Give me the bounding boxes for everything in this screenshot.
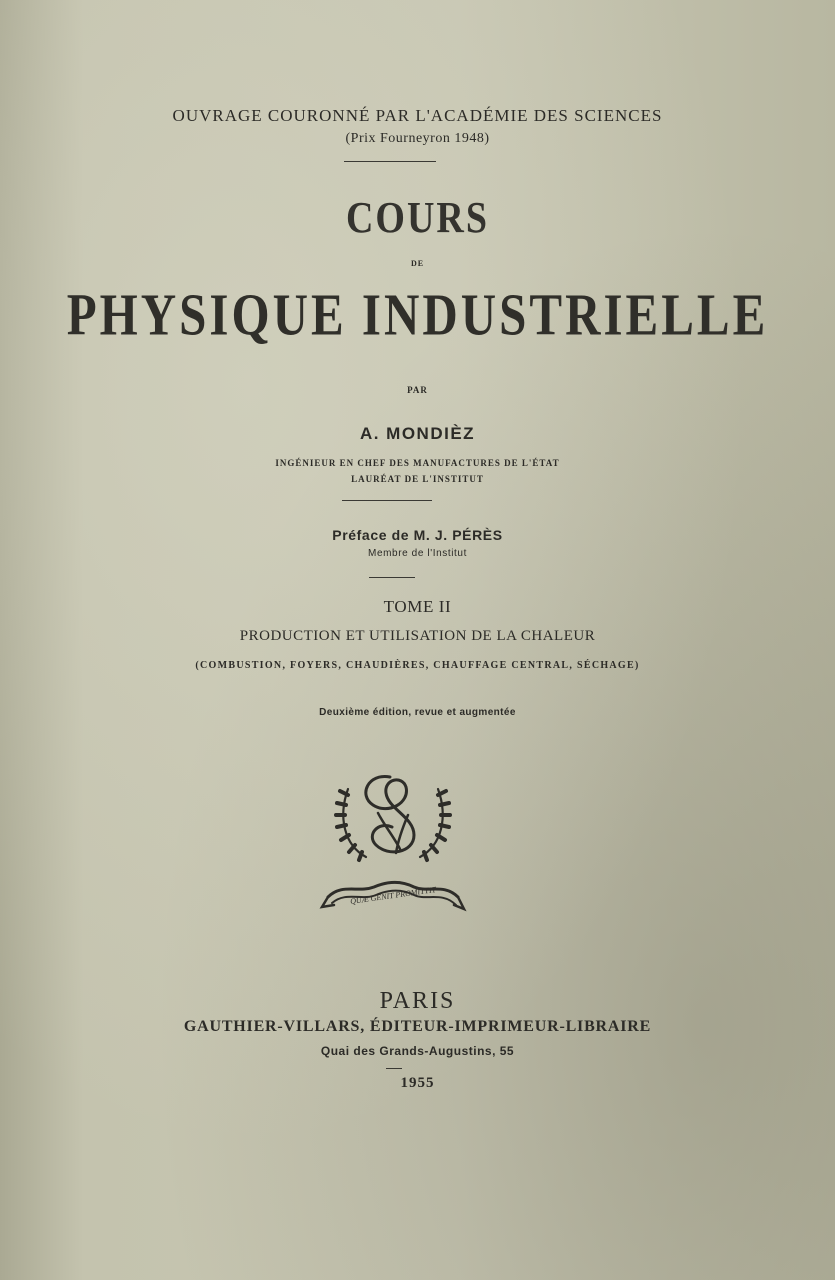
by-label: PAR <box>407 385 428 395</box>
divider-rule <box>386 1068 402 1069</box>
title-top: COURS <box>345 193 490 243</box>
divider-rule <box>369 577 415 578</box>
publication-year: 1955 <box>400 1075 435 1091</box>
edition-note: Deuxième édition, revue et augmentée <box>319 707 516 718</box>
preface-member: Membre de l'Institut <box>368 548 467 559</box>
divider-rule <box>342 500 432 501</box>
author-name: A. MONDIÈZ <box>359 424 476 443</box>
publisher-name: GAUTHIER-VILLARS, ÉDITEUR-IMPRIMEUR-LIBRAIRE <box>183 1018 652 1035</box>
volume-label: TOME II <box>383 597 452 616</box>
preface-line: Préface de M. J. PÉRÈS <box>332 527 503 543</box>
emblem-motto: QUÆ GENIT PROMITTIT <box>349 885 437 906</box>
author-qualification: LAURÉAT DE L'INSTITUT <box>351 474 484 484</box>
publisher-emblem-icon <box>318 765 468 925</box>
volume-subject: PRODUCTION ET UTILISATION DE LA CHALEUR <box>239 628 596 644</box>
divider-rule <box>344 161 436 162</box>
subject-details: (COMBUSTION, FOYERS, CHAUDIÈRES, CHAUFFAGE CENTRAL, SÉCHAGE) <box>195 660 640 671</box>
title-connector: DE <box>410 259 425 268</box>
imprint-city: PARIS <box>379 988 456 1014</box>
publisher-address: Quai des Grands-Augustins, 55 <box>320 1044 515 1058</box>
author-qualification: INGÉNIEUR EN CHEF DES MANUFACTURES DE L'ÉTAT <box>275 458 560 468</box>
award-line: OUVRAGE COURONNÉ PAR L'ACADÉMIE DES SCIENCES <box>172 106 663 125</box>
prize-line: (Prix Fourneyron 1948) <box>345 131 490 146</box>
main-title: PHYSIQUE INDUSTRIELLE <box>66 280 769 349</box>
